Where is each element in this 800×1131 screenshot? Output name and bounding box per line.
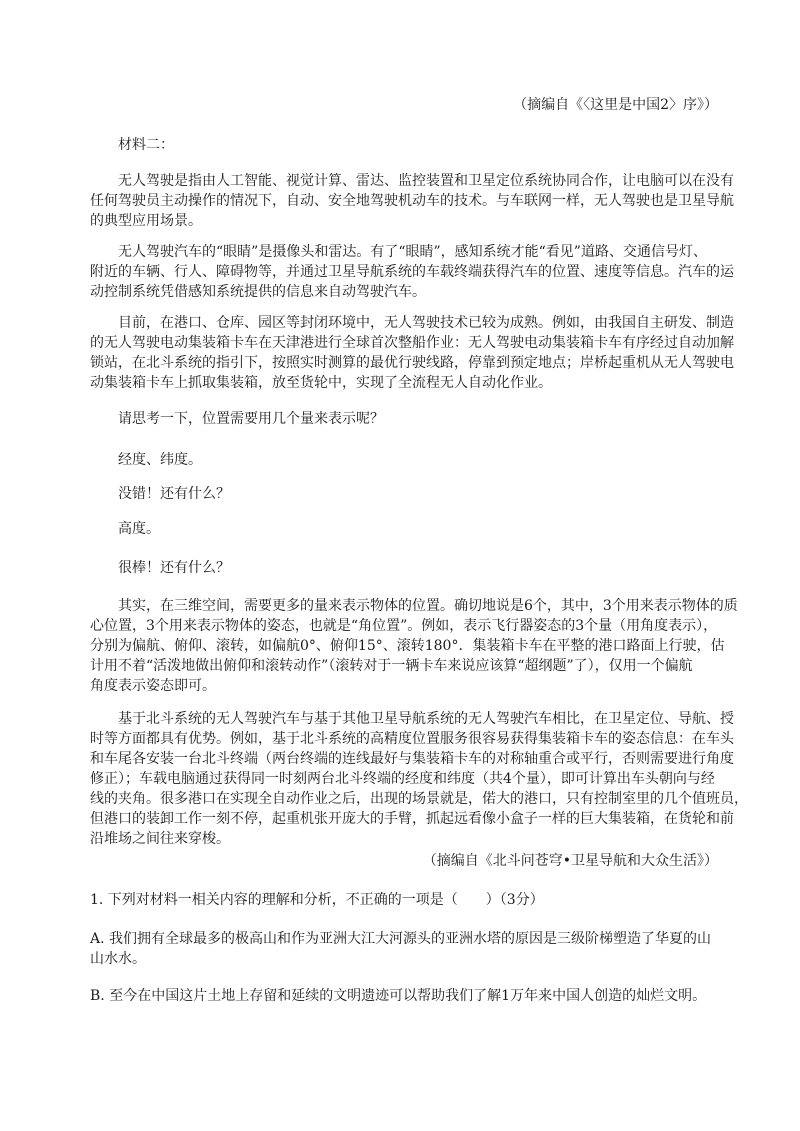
text-line: 时等方面都具有优势。例如，基于北斗系统的高精度位置服务很容易获得集装箱卡车的姿态信息：在车头 [90,731,734,747]
text-line: 心位置，3个用来表示物体的姿态，也就是“角位置”。例如，表示飞行器姿态的3个量（用角度表示）， [90,618,718,634]
text-line: 沿堆场之间往来穿梭。 [90,831,230,847]
paragraph-2 [90,242,734,302]
paragraph-5 [90,709,748,849]
citation-text: （摘编自《〈这里是中国2〉序》） [513,97,718,113]
dialogue-line-2 [90,450,715,470]
text-line: 无人驾驶汽车的“眼睛”是摄像头和雷达。有了“眼睛”，感知系统才能“看见”道路、交通信号灯、 [118,244,707,260]
text-line: 动控制系统凭借感知系统提供的信息来自动驾驶汽车。 [90,284,426,300]
text-line: 锁站，在北斗系统的指引下，按照实时测算的最优行驶线路，停靠到预定地点；岸桥起重机从无人驾驶电 [90,355,734,371]
question-1-stem [90,890,715,910]
text-line: 线的夹角。很多港口在实现全自动作业之后，出现的场景就是，偌大的港口，只有控制室里的几个值班员， [90,791,748,807]
text-line: 其实，在三维空间，需要更多的量来表示物体的位置。确切地说是6个，其中，3个用来表示物体的质 [118,598,738,614]
text-line: 很棒！还有什么？ [118,560,230,576]
text-line: 附近的车辆、行人、障碍物等，并通过卫星导航系统的车载终端获得汽车的位置、速度等信息。汽车的运 [90,264,734,280]
option-text: A. 我们拥有全球最多的极高山和作为亚洲大江大河源头的亚洲水塔的原因是三级阶梯塑造了华夏的山 [90,931,712,947]
dialogue-line-3 [90,484,715,504]
question-text: 1. 下列对材料一相关内容的理解和分析，不正确的一项是（ ）（3分） [90,892,544,908]
paragraph-4 [90,596,738,696]
text-line: 修正）；车载电脑通过获得同一时刻两台北斗终端的经度和纬度（共4个量），即可计算出车头朝向与经 [90,771,715,787]
citation-text: （摘编自《北斗问苍穹•卫星导航和大众生活》） [422,853,718,869]
text-line: 角度表示姿态即可。 [90,678,216,694]
option-text: B. 至今在中国这片土地上存留和延续的文明遗迹可以帮助我们了解1万年来中国人创造的灿烂文明。 [90,988,707,1004]
option-a [90,929,715,969]
paragraph-1 [90,171,734,231]
text-line: 请思考一下，位置需要用几个量来表示呢？ [118,411,384,427]
dialogue-line-1 [90,409,715,429]
text-line: 动集装箱卡车上抓取集装箱，放至货轮中，实现了全流程无人自动化作业。 [90,375,552,391]
source-citation-2 [90,851,718,871]
text-line: 目前，在港口、仓库、园区等封闭环境中，无人驾驶技术已较为成熟。例如，由我国自主研发、制造 [118,315,734,331]
option-b [90,986,715,1006]
text-line: 的典型应用场景。 [90,213,202,229]
text-line: 分别为偏航、俯仰、滚转，如偏航0°、俯仰15°、滚转180°．集装箱卡车在平整的港口路面上行驶，估 [90,638,725,654]
option-text: 山水水。 [90,951,146,967]
text-line: 无人驾驶是指由人工智能、视觉计算、雷达、监控装置和卫星定位系统协同合作，让电脑可以在没有 [118,173,734,189]
text-line: 但港口的装卸工作一刻不停，起重机张开庞大的手臂，抓起远看像小盒子一样的巨大集装箱，在货轮和前 [90,811,734,827]
text-line: 高度。 [118,521,160,537]
dialogue-line-5 [90,558,715,578]
text-line: 和车尾各安装一台北斗终端（两台终端的连线最好与集装箱卡车的对称轴重合或平行，否则需要进行角度 [90,751,734,767]
text-line: 计用不着“活泼地做出俯仰和滚转动作”（滚转对于一辆卡车来说应该算“超纲题”了），仅用一个偏航 [90,658,693,674]
paragraph-3 [90,313,734,393]
text-line: 经度、纬度。 [118,452,202,468]
source-citation-1 [90,95,718,115]
text-line: 没错！还有什么？ [118,486,230,502]
heading-text: 材料二： [118,137,174,153]
text-line: 基于北斗系统的无人驾驶汽车与基于其他卫星导航系统的无人驾驶汽车相比，在卫星定位、导航、授 [118,711,734,727]
material-2-heading [90,135,743,155]
text-line: 的无人驾驶电动集装箱卡车在天津港进行全球首次整船作业：无人驾驶电动集装箱卡车有序经过自动加解 [90,335,734,351]
dialogue-line-4 [90,519,715,539]
text-line: 任何驾驶员主动操作的情况下，自动、安全地驾驶机动车的技术。与车联网一样，无人驾驶也是卫星导航 [90,193,734,209]
